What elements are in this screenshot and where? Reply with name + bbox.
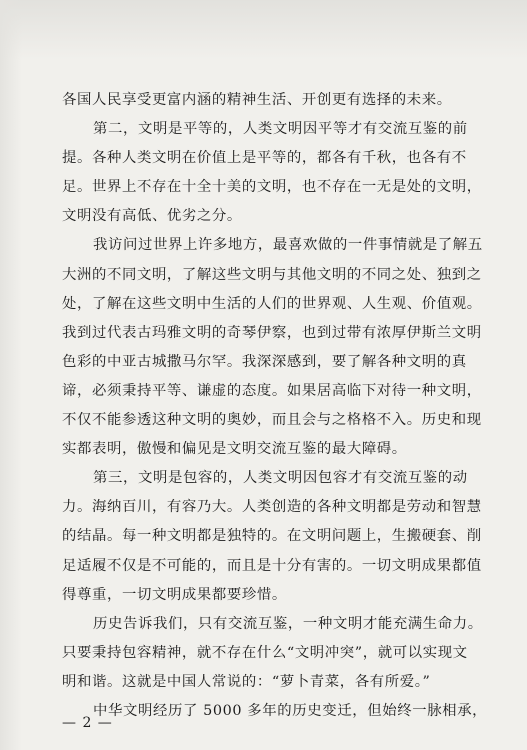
text-line: 我访问过世界上许多地方，最喜欢做的一件事情就是了解五 <box>93 237 483 254</box>
text-line: 谛，必须秉持平等、谦虚的态度。如果居高临下对待一种文明， <box>62 382 482 399</box>
text-line: 文明没有高低、优劣之分。 <box>62 208 242 225</box>
text-line: 不仅不能参透这种文明的奥妙，而且会与之格格不入。历史和现 <box>62 412 482 429</box>
text-line: 各国人民享受更富内涵的精神生活、开创更有选择的未来。 <box>62 92 452 108</box>
text-line: 的结晶。每一种文明都是独特的。在文明问题上，生搬硬套、削 <box>62 528 482 545</box>
text-line: 得尊重，一切文明成果都要珍惜。 <box>62 586 287 603</box>
text-line: 色彩的中亚古城撒马尔罕。我深深感到，要了解各种文明的真 <box>62 353 467 370</box>
text-line: 第二，文明是平等的，人类文明因平等才有交流互鉴的前 <box>93 121 468 138</box>
text-line: 处，了解在这些文明中生活的人们的世界观、人生观、价值观。 <box>62 295 482 312</box>
text-line: 提。各种人类文明在价值上是平等的，都各有千秋，也各有不 <box>62 150 467 167</box>
text-line: 我到过代表古玛雅文明的奇琴伊察，也到过带有浓厚伊斯兰文明 <box>62 324 482 341</box>
scan-shadow-top <box>0 0 527 60</box>
text-line: 第三，文明是包容的，人类文明因包容才有交流互鉴的动 <box>93 470 468 487</box>
text-line: 明和谐。这就是中国人常说的：“萝卜青菜，各有所爱。” <box>62 673 431 690</box>
text-line: 历史告诉我们，只有交流互鉴，一种文明才能充满生命力。 <box>93 615 483 632</box>
text-line: 足适履不仅是不可能的，而且是十分有害的。一切文明成果都值 <box>62 557 482 574</box>
text-line: 只要秉持包容精神，就不存在什么“文明冲突”，就可以实现文 <box>62 644 468 661</box>
text-line: 足。世界上不存在十全十美的文明，也不存在一无是处的文明， <box>62 179 482 196</box>
text-line: 大洲的不同文明，了解这些文明与其他文明的不同之处、独到之 <box>62 266 482 283</box>
text-line: 中华文明经历了 5000 多年的历史变迁，但始终一脉相承， <box>93 702 488 719</box>
text-line: 实都表明，傲慢和偏见是文明交流互鉴的最大障碍。 <box>62 441 407 458</box>
body-text <box>62 86 504 726</box>
text-line: 力。海纳百川，有容乃大。人类创造的各种文明都是劳动和智慧 <box>62 499 482 516</box>
scan-shadow-left <box>0 0 22 750</box>
page-number: — 2 — <box>62 715 113 731</box>
